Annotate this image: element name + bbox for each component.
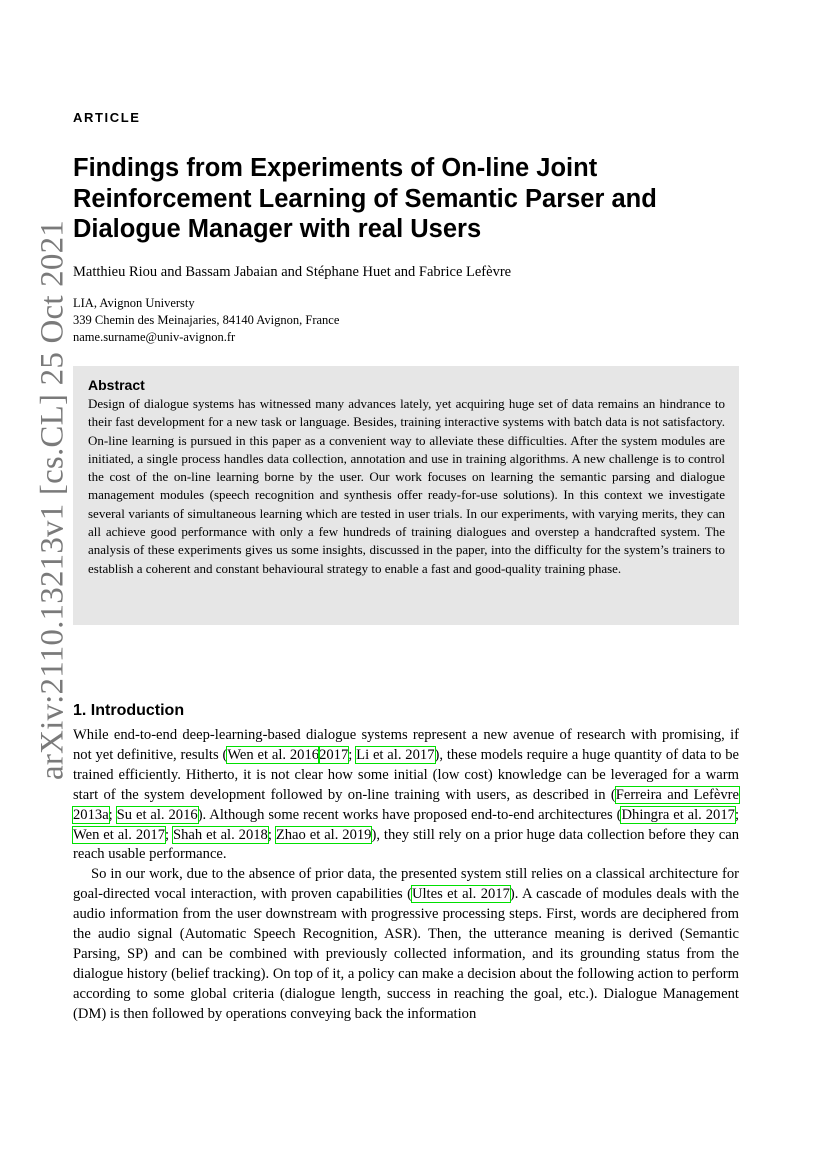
intro-text: While end-to-end deep-learning-based dialogue systems represent a new avenue of research with promising, if not yet definitive, results ( xyxy=(73,727,739,763)
citation-separator: ; xyxy=(267,826,276,843)
citation-link[interactable]: Dhingra et al. 2017 xyxy=(621,806,735,823)
citation-link[interactable]: Shah et al. 2018 xyxy=(173,826,268,843)
citation-separator: ; xyxy=(165,826,174,843)
citation-link[interactable]: Li et al. 2017 xyxy=(356,746,435,763)
intro-text: ), these models require a huge quantity of data to be trained efficiently. Hitherto, it is not clear how some initial (low cost) knowledge can be leveraged for a warm start of the system development followed by on-line training with users, as described in ( xyxy=(73,746,739,803)
citation-separator: ; xyxy=(108,806,117,823)
intro-text: ). A cascade of modules deals with the audio information from the user downstream with progressive processing steps. First, words are deciphered from the audio signal (Automatic Speech Recognition, ASR). Then, the utterance meaning is derived (Semantic Parsing, SP) and can be combined with previously collected information, and its grounding status from the dialogue history (belief tracking). On top of it, a policy can make a decision about the following action to perform according to some global criteria (dialogue length, success in reaching the goal, etc.). Dialogue Management (DM) is then followed by operations conveying back the information xyxy=(73,886,740,1022)
section-heading-introduction: 1. Introduction xyxy=(73,702,185,719)
affiliation-address: 339 Chemin des Meinajaries, 84140 Avignon, France xyxy=(73,313,340,327)
citation-link[interactable]: Wen et al. 2017 xyxy=(73,826,166,843)
affiliation-institution: LIA, Avignon Universty xyxy=(73,296,195,310)
citation-link[interactable]: Zhao et al. 2019 xyxy=(275,826,372,843)
citation-link[interactable]: 2017 xyxy=(319,746,349,763)
author-list: Matthieu Riou and Bassam Jabaian and Stéphane Huet and Fabrice Lefèvre xyxy=(73,264,512,280)
arxiv-identifier-stamp: arXiv:2110.13213v1 [cs.CL] 25 Oct 2021 xyxy=(34,220,71,780)
intro-paragraph-2 xyxy=(73,865,739,1024)
citation-link[interactable]: Wen et al. 2016 xyxy=(227,746,320,763)
citation-link[interactable]: Ferreira and Lefèvre 2013a xyxy=(73,786,739,823)
intro-text: ). Although some recent works have proposed end-to-end architectures ( xyxy=(197,806,622,823)
abstract-heading: Abstract xyxy=(88,377,145,393)
intro-paragraph-1 xyxy=(73,726,739,865)
citation-separator: ; xyxy=(348,746,357,763)
citation-link[interactable]: Su et al. 2016 xyxy=(116,806,198,823)
paper-title: Findings from Experiments of On-line Joint Reinforcement Learning of Semantic Parser and Dialogue Manager with real Users xyxy=(73,154,657,243)
abstract-text: Design of dialogue systems has witnessed many advances lately, yet acquiring huge set of data remains an hindrance to their fast development for a new task or language. Besides, training interactive systems with batch data is not satisfactory. On-line learning is pursued in this paper as a convenient way to alleviate these difficulties. After the system modules are initiated, a single process handles data collection, annotation and use in training algorithms. A new challenge is to control the cost of the on-line learning borne by the user. Our work focuses on learning the semantic parsing and dialogue management modules (speech recognition and synthesis offer ready-for-use solutions). In this context we investigate several variants of simultaneous learning which are tested in user trials. In our experiments, with varying merits, they can all achieve good performance with only a few hundreds of training dialogues and overstep a handcrafted system. The analysis of these experiments gives us some insights, discussed in the paper, into the difficulty for the system’s trainers to establish a coherent and constant behavioural strategy to enable a fast and good-quality training phase. xyxy=(88,396,725,576)
abstract-box xyxy=(73,366,739,625)
affiliation-email: name.surname@univ-avignon.fr xyxy=(73,330,236,344)
introduction-body xyxy=(73,726,739,1025)
affiliation-block xyxy=(73,295,339,346)
article-label: ARTICLE xyxy=(73,110,141,125)
intro-text: So in our work, due to the absence of prior data, the presented system still relies on a classical architecture for goal-directed vocal interaction, with proven capabilities ( xyxy=(73,866,739,903)
citation-link[interactable]: Ultes et al. 2017 xyxy=(411,886,510,903)
intro-text: ), they still rely on a prior huge data collection before they can reach usable performance. xyxy=(73,826,739,863)
citation-separator: ; xyxy=(734,806,739,823)
